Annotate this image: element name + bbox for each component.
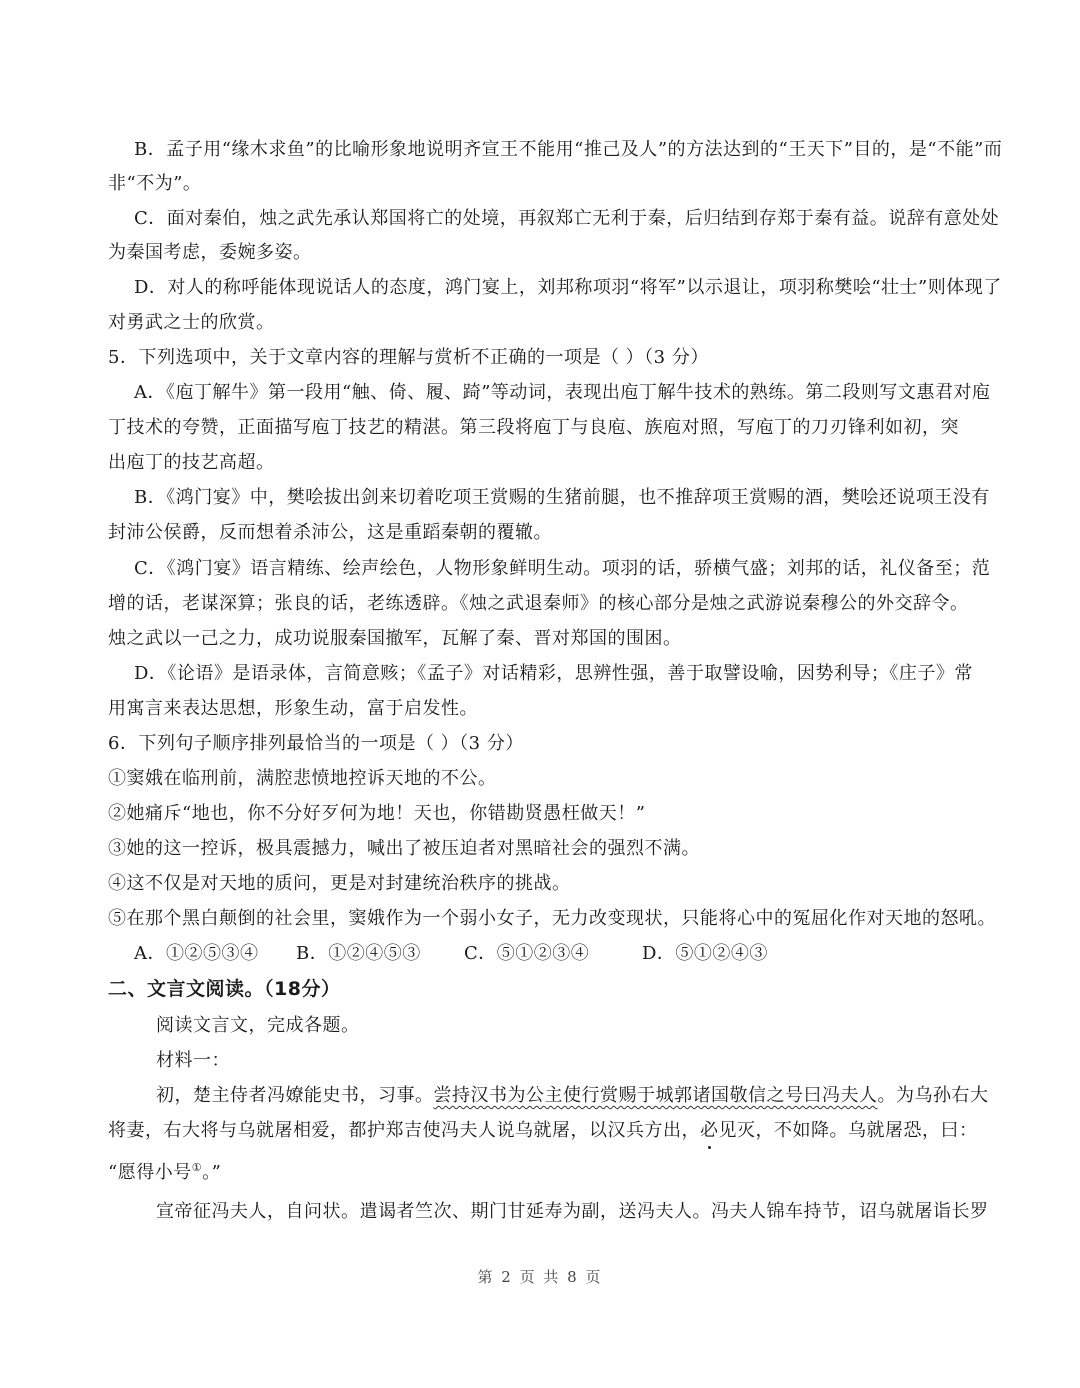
q4-option-d-line2: 对勇武之士的欣赏。 bbox=[108, 312, 275, 333]
q6-option-c: C．⑤①②③④ bbox=[464, 943, 590, 964]
passage-text: “愿得小号 bbox=[108, 1162, 192, 1183]
material-label: 材料一： bbox=[156, 1050, 230, 1071]
q6-sentence-1: ①窦娥在临刑前，满腔悲愤地控诉天地的不公。 bbox=[108, 768, 497, 789]
passage-line-2 bbox=[108, 1119, 978, 1143]
passage-text: 。” bbox=[202, 1162, 222, 1183]
q4-option-d-line1: D．对人的称呼能体现说话人的态度，鸿门宴上，刘邦称项羽“将军”以示退让，项羽称樊哙“壮士”则体现了 bbox=[134, 277, 1002, 298]
q5-option-a-line2: 丁技术的夸赞，正面描写庖丁技艺的精湛。第三段将庖丁与良庖、族庖对照，写庖丁的刀刃锋利如初，突 bbox=[108, 417, 959, 438]
section-heading: 二、文言文阅读。（18分） bbox=[108, 978, 341, 1000]
q5-option-a-line3: 出庖丁的技艺高超。 bbox=[108, 452, 275, 473]
passage-text: 。为乌孙右大 bbox=[877, 1085, 989, 1106]
passage-text: 初，楚主侍者冯嫽能史书，习事。 bbox=[156, 1085, 434, 1106]
page-indicator: 第 2 页 共 8 页 bbox=[477, 1268, 603, 1286]
passage-line-3 bbox=[108, 1156, 221, 1185]
q6-option-a: A．①②⑤③④ bbox=[134, 943, 259, 964]
q5-option-d-line2: 用寓言来表达思想，形象生动，富于启发性。 bbox=[108, 698, 478, 719]
q6-option-d: D．⑤①②④③ bbox=[642, 943, 768, 964]
q6-option-b: B．①②④⑤③ bbox=[296, 943, 421, 964]
q5-option-b-line2: 封沛公侯爵，反而想着杀沛公，这是重蹈秦朝的覆辙。 bbox=[108, 522, 552, 543]
q6-sentence-4: ④这不仅是对天地的质问，更是对封建统治秩序的挑战。 bbox=[108, 873, 571, 894]
section-instruction: 阅读文言文，完成各题。 bbox=[156, 1015, 360, 1036]
q5-option-c-line3: 烛之武以一己之力，成功说服秦国撤军，瓦解了秦、晋对郑国的围困。 bbox=[108, 628, 682, 649]
passage-line-1 bbox=[156, 1084, 989, 1108]
passage-line-4: 宣帝征冯夫人，自问状。遣谒者竺次、期门甘延寿为副，送冯夫人。冯夫人锦车持节，诏乌就屠诣长罗 bbox=[156, 1201, 989, 1222]
q5-stem: 5．下列选项中，关于文章内容的理解与赏析不正确的一项是（ ）（3 分） bbox=[108, 347, 709, 368]
q6-stem: 6．下列句子顺序排列最恰当的一项是（ ）（3 分） bbox=[108, 733, 524, 754]
q6-sentence-2: ②她痛斥“地也，你不分好歹何为地！天也，你错勘贤愚枉做天！” bbox=[108, 803, 646, 824]
passage-text: 将妻，右大将与乌就屠相爱，都护郑吉使冯夫人说乌就屠，以汉兵方出， bbox=[108, 1120, 700, 1141]
q5-option-c-line2: 增的话，老谋深算；张良的话，老练透辟。《烛之武退秦师》的核心部分是烛之武游说秦穆公的外交辞令。 bbox=[108, 593, 969, 614]
q6-sentence-5: ⑤在那个黑白颠倒的社会里，窦娥作为一个弱小女子，无力改变现状，只能将心中的冤屈化作对天地的怒吼。 bbox=[108, 908, 996, 929]
footnote-marker: ① bbox=[191, 1161, 203, 1174]
passage-text: 见灭，不如降。乌就屠恐，曰： bbox=[718, 1120, 978, 1141]
q5-option-c-line1: C．《鸿门宴》语言精练、绘声绘色，人物形象鲜明生动。项羽的话，骄横气盛；刘邦的话，礼仪备至；范 bbox=[134, 558, 991, 579]
q4-option-b-line2: 非“不为”。 bbox=[108, 173, 202, 194]
q6-options bbox=[134, 942, 768, 966]
q5-option-a-line1: A．《庖丁解牛》第一段用“触、倚、履、踦”等动词，表现出庖丁解牛技术的熟练。第二段则写文惠君对庖 bbox=[134, 382, 991, 403]
emphasis-dotted-char: 必 bbox=[700, 1120, 719, 1141]
wavy-underlined-sentence: 尝持汉书为公主使行赏赐于城郭诸国敬信之号曰冯夫人 bbox=[433, 1085, 878, 1106]
q5-option-d-line1: D．《论语》是语录体，言简意赅；《孟子》对话精彩，思辨性强，善于取譬设喻，因势利导；《庄子》常 bbox=[134, 663, 973, 684]
q4-option-b-line1: B．孟子用“缘木求鱼”的比喻形象地说明齐宣王不能用“推己及人”的方法达到的“王天下”目的，是“不能”而 bbox=[134, 139, 1003, 160]
q4-option-c-line2: 为秦国考虑，委婉多姿。 bbox=[108, 242, 312, 263]
q5-option-b-line1: B．《鸿门宴》中，樊哙拔出剑来切着吃项王赏赐的生猪前腿，也不推辞项王赏赐的酒，樊哙还说项王没有 bbox=[134, 487, 990, 508]
q6-sentence-3: ③她的这一控诉，极具震撼力，喊出了被压迫者对黑暗社会的强烈不满。 bbox=[108, 838, 700, 859]
q4-option-c-line1: C．面对秦伯，烛之武先承认郑国将亡的处境，再叙郑亡无利于秦，后归结到存郑于秦有益。说辞有意处处 bbox=[134, 208, 1000, 229]
